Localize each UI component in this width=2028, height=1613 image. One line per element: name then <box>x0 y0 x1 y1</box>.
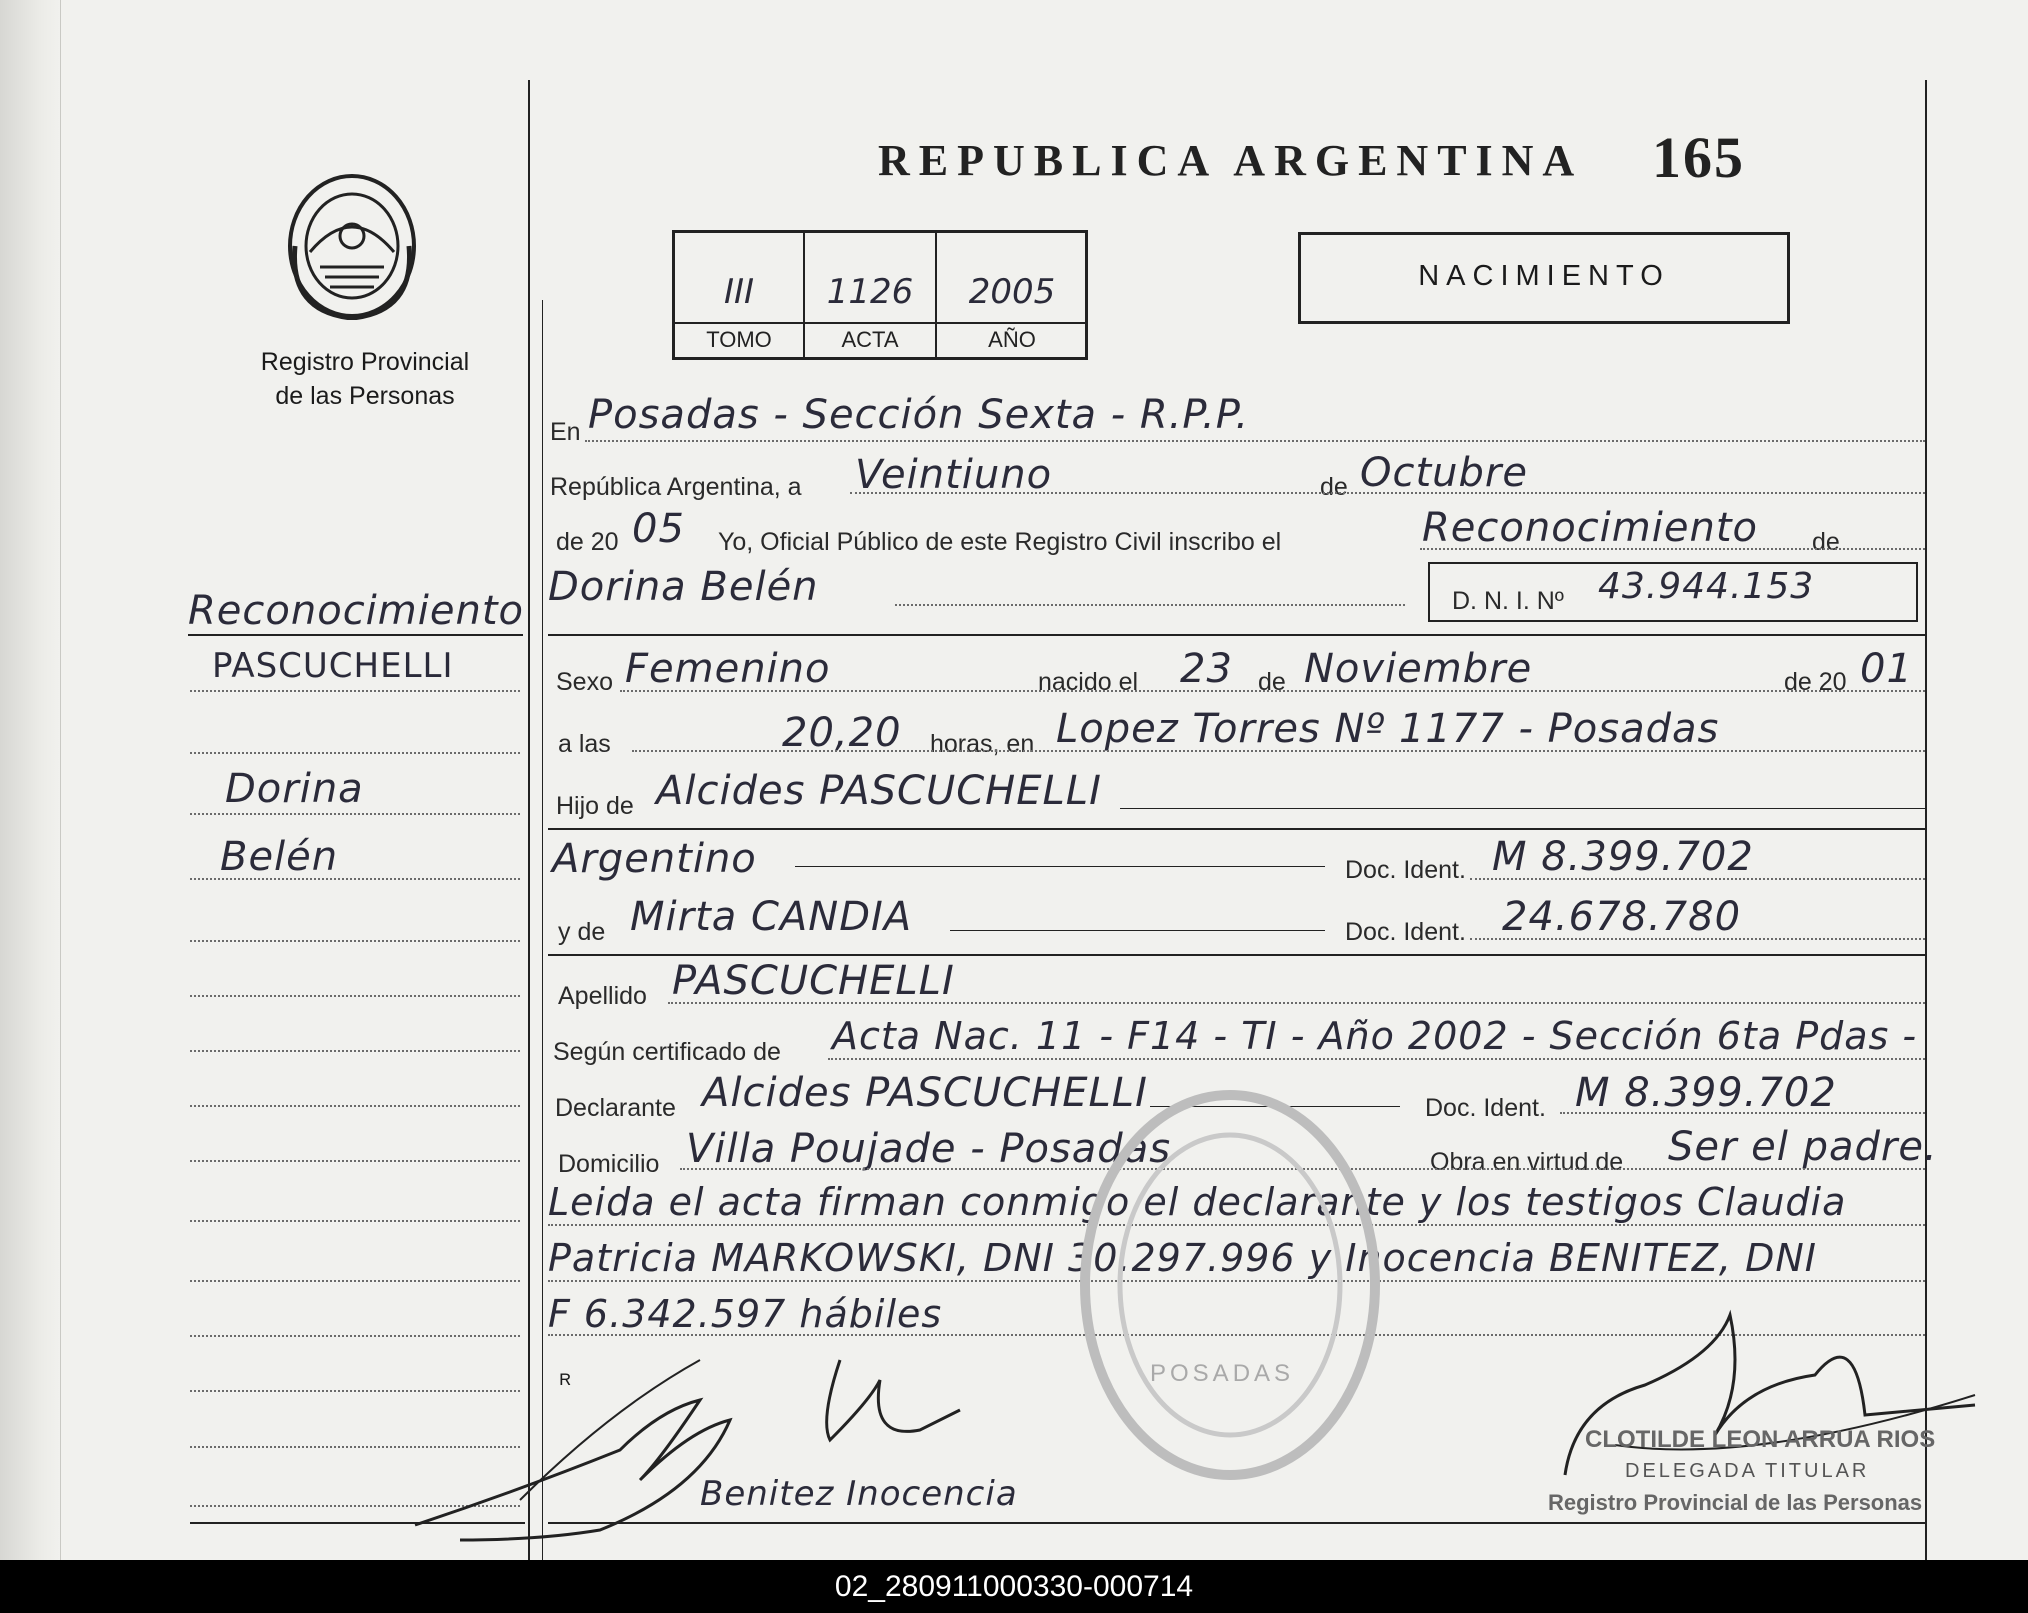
official-signature <box>1555 1295 1985 1485</box>
de-label: de <box>1320 473 1348 501</box>
tomo-value: III <box>723 272 755 312</box>
de-label-3: de <box>1258 668 1286 696</box>
doc-label-2: Doc. Ident. <box>1345 918 1466 946</box>
section-divider-2 <box>548 828 1925 830</box>
sexo-label: Sexo <box>556 668 613 696</box>
book-binding-fold <box>0 0 61 1560</box>
official-name: CLOTILDE LEON ARRUA RIOS <box>1585 1426 1936 1453</box>
witness-name: Benitez Inocencia <box>700 1474 1018 1514</box>
declarante-value: Alcides PASCUCHELLI <box>702 1070 1148 1116</box>
margin-line <box>190 1160 520 1162</box>
declarante-doc-value: M 8.399.702 <box>1575 1070 1837 1116</box>
nac-mes-value: Noviembre <box>1304 646 1533 692</box>
row9-line <box>950 930 1325 931</box>
acta-value: 1126 <box>826 272 914 312</box>
row6-line <box>632 750 1925 752</box>
row8-dots <box>1470 878 1925 880</box>
row9-dots <box>1470 938 1925 940</box>
margin-line <box>190 813 520 815</box>
dni-label: D. N. I. Nº <box>1452 587 1564 615</box>
republica-label: República Argentina, a <box>550 473 802 501</box>
apellido-value: PASCUCHELLI <box>672 958 955 1004</box>
declarante-label: Declarante <box>555 1094 676 1122</box>
margin-name-1: Dorina <box>225 766 364 812</box>
section-divider-3 <box>548 954 1925 956</box>
record-type: NACIMIENTO <box>1418 260 1670 292</box>
row12-dots <box>1560 1112 1925 1114</box>
nacido-label: nacido el <box>1038 668 1139 696</box>
record-index-hline <box>672 322 1088 324</box>
registry-name <box>220 345 510 413</box>
horas-label: horas, en <box>930 730 1035 758</box>
row3-line <box>1420 548 1925 550</box>
nombre-line <box>895 604 1405 606</box>
de20-label-2: de 20 <box>1784 668 1847 696</box>
padre-value: Alcides PASCUCHELLI <box>656 768 1102 814</box>
signature-baseline <box>548 1522 1925 1524</box>
padre-doc-value: M 8.399.702 <box>1492 834 1754 880</box>
column-divider <box>528 80 530 1560</box>
row2-line <box>850 492 1925 494</box>
stamp-text: POSADAS <box>1150 1360 1295 1387</box>
margin-line <box>190 690 520 692</box>
section-divider-1 <box>548 634 1925 636</box>
madre-doc-value: 24.678.780 <box>1502 894 1742 940</box>
certificado-value: Acta Nac. 11 - F14 - TI - Año 2002 - Sección 6ta Pdas - <box>832 1014 1918 1058</box>
acto-value: Reconocimiento <box>1422 505 1758 551</box>
official-round-stamp <box>1075 1085 1385 1485</box>
apellido-label: Apellido <box>558 982 647 1010</box>
margin-surname: PASCUCHELLI <box>212 646 454 686</box>
madre-value: Mirta CANDIA <box>630 894 913 940</box>
y-de-label: y de <box>558 918 606 946</box>
registry-line-2: de las Personas <box>275 382 455 410</box>
witness-signatures <box>400 1340 1100 1550</box>
image-id-footer: 02_280911000330-000714 <box>0 1560 2028 1613</box>
dni-value: 43.944.153 <box>1598 566 1815 607</box>
margin-heading: Reconocimiento <box>188 588 524 634</box>
tomo-label: TOMO <box>706 327 772 352</box>
record-index-divider-1 <box>803 230 805 360</box>
domicilio-label: Domicilio <box>558 1150 660 1178</box>
obra-value: Ser el padre. <box>1668 1124 1938 1170</box>
page-number: 165 <box>1652 125 1745 190</box>
de20-label: de 20 <box>556 528 619 556</box>
margin-line <box>190 752 520 754</box>
oficial-text: Yo, Oficial Público de este Registro Civil inscribo el <box>718 528 1282 556</box>
anio-value: 2005 <box>968 272 1056 312</box>
registry-line-1: Registro Provincial <box>260 348 470 376</box>
nac-dia-value: 23 <box>1180 646 1233 692</box>
en-line <box>585 440 1925 442</box>
mes-value: Octubre <box>1360 450 1528 496</box>
en-value: Posadas - Sección Sexta - R.P.P. <box>588 392 1250 438</box>
province-seal <box>285 172 420 320</box>
margin-line <box>190 1220 520 1222</box>
texto-line-2: Patricia MARKOWSKI, DNI 30.297.996 y Inocencia BENITEZ, DNI <box>548 1236 1817 1280</box>
margin-line <box>190 1280 520 1282</box>
margin-heading-underline <box>188 634 523 636</box>
doc-label: Doc. Ident. <box>1345 856 1466 884</box>
obra-label: Obra en virtud de <box>1430 1148 1624 1176</box>
hijo-label: Hijo de <box>556 792 634 820</box>
record-index-divider-2 <box>935 230 937 360</box>
segun-label: Según certificado de <box>553 1038 781 1066</box>
margin-line <box>190 940 520 942</box>
anio-value-body: 05 <box>632 506 685 552</box>
row7-line <box>1120 808 1925 809</box>
nombre-value: Dorina Belén <box>548 564 819 610</box>
acta-label: ACTA <box>841 327 899 352</box>
row8-line <box>795 866 1325 867</box>
signature-mark: ᴿ <box>560 1370 571 1397</box>
margin-line <box>190 1050 520 1052</box>
lugar-value: Lopez Torres Nº 1177 - Posadas <box>1056 706 1720 752</box>
margin-line <box>190 878 520 880</box>
margin-line <box>190 1335 520 1337</box>
margin-line <box>190 995 520 997</box>
anio-label: AÑO <box>988 327 1036 352</box>
sexo-value: Femenino <box>625 646 831 692</box>
row5-line <box>620 690 1925 692</box>
texto-line-1: Leida el acta firman conmigo el declarante y los testigos Claudia <box>548 1180 1847 1224</box>
doc-label-3: Doc. Ident. <box>1425 1094 1546 1122</box>
official-registry: Registro Provincial de las Personas <box>1548 1490 1923 1515</box>
row11-line <box>828 1058 1925 1060</box>
margin-line <box>190 1105 520 1107</box>
hora-value: 20,20 <box>782 710 902 756</box>
nac-anio-value: 01 <box>1860 646 1913 692</box>
de-label-2: de <box>1812 528 1840 556</box>
row10-line <box>668 1002 1925 1004</box>
dia-value: Veintiuno <box>855 452 1053 498</box>
header-title: REPUBLICA ARGENTINA <box>878 136 1584 185</box>
margin-name-2: Belén <box>220 834 339 880</box>
texto-line-3: F 6.342.597 hábiles <box>548 1292 943 1336</box>
nacionalidad-value: Argentino <box>552 836 757 882</box>
a-las-label: a las <box>558 730 611 758</box>
domicilio-value: Villa Poujade - Posadas <box>686 1126 1172 1172</box>
official-title: DELEGADA TITULAR <box>1625 1460 1870 1482</box>
en-label: En <box>550 418 581 446</box>
